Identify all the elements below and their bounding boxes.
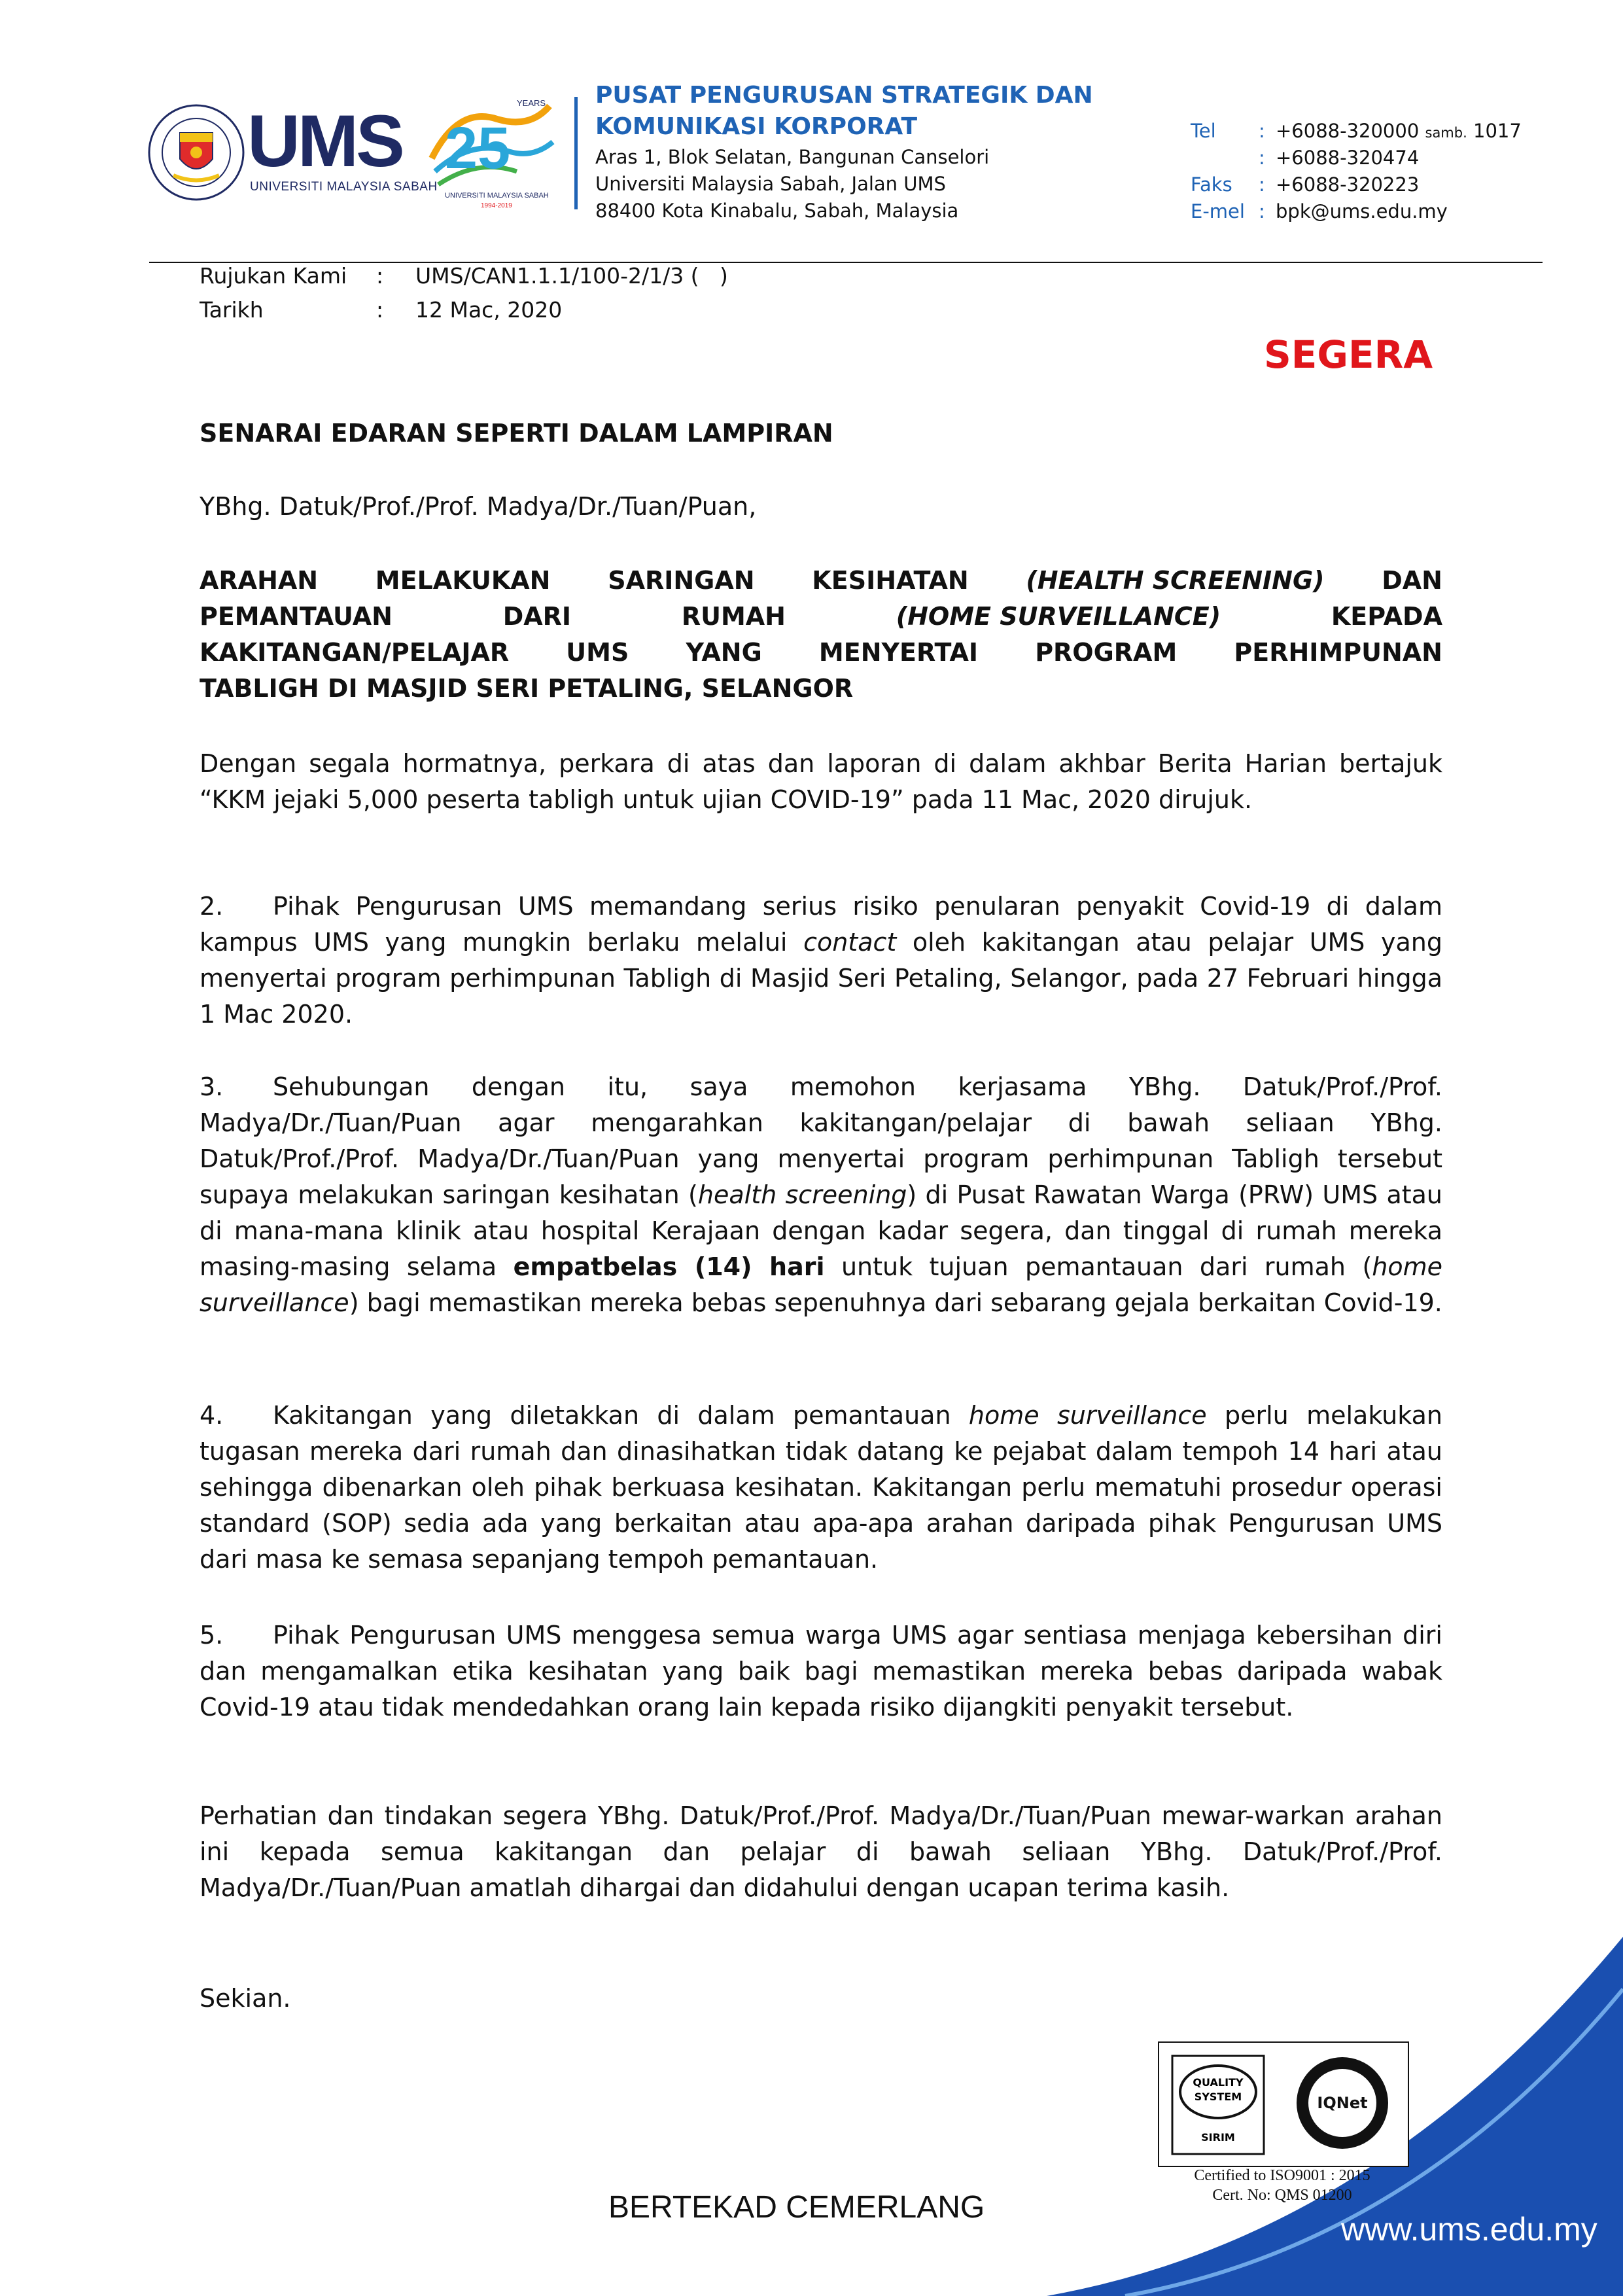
certification-line-1: Certified to ISO9001 : 2015 (1194, 2167, 1370, 2184)
salutation: YBhg. Datuk/Prof./Prof. Madya/Dr./Tuan/Puan, (200, 492, 757, 521)
anniversary-25-logo-icon (419, 80, 559, 221)
certification-logos (1158, 2041, 1409, 2167)
fax-separator: : (1259, 173, 1265, 196)
iqnet-logo-icon: IQNet (1317, 2094, 1368, 2112)
date-row (200, 293, 985, 327)
contact-fax-row (1191, 171, 1522, 198)
website-link[interactable]: www.ums.edu.my (1341, 2211, 1597, 2248)
contact-details (1191, 118, 1522, 225)
anniversary-years: 1994-2019 (481, 202, 512, 209)
organization-name (595, 80, 1184, 143)
date-label: Tarikh (200, 297, 264, 323)
email-separator: : (1259, 200, 1265, 222)
paragraph-number: 5. (200, 1621, 224, 1650)
tel-ext-label: samb. (1425, 125, 1467, 141)
university-crest-icon (147, 103, 245, 202)
email-label: E-mel (1191, 200, 1245, 222)
address-line-3: 88400 Kota Kinabalu, Sabah, Malaysia (595, 200, 959, 222)
svg-text:QUALITY: QUALITY (1193, 2076, 1244, 2089)
reference-value: UMS/CAN1.1.1/100-2/1/3 ( ) (415, 263, 728, 289)
subject-line-1: ARAHAN MELAKUKAN SARINGAN KESIHATAN (HEALTH SCREENING) DAN (200, 566, 1442, 595)
organization-name-line2: KOMUNIKASI KORPORAT (595, 113, 918, 140)
fax-label: Faks (1191, 173, 1232, 196)
motto: BERTEKAD CEMERLANG (608, 2190, 985, 2225)
date-value: 12 Mac, 2020 (415, 297, 563, 323)
paragraph-number: 3. (200, 1072, 224, 1101)
organization-name-line1: PUSAT PENGURUSAN STRATEGIK DAN (595, 82, 1093, 109)
email-value[interactable]: bpk@ums.edu.my (1276, 200, 1448, 222)
organization-address (595, 144, 989, 224)
svg-text:SYSTEM: SYSTEM (1194, 2091, 1242, 2103)
paragraph-2: 2. Pihak Pengurusan UMS memandang serius risiko penularan penyakit Covid-19 di dalam kampus UMS yang mungkin berlaku melalui contact oleh kakitangan atau pelajar UMS yang menyertai program perhimpunan Tabligh di Masjid Seri Petaling, Selangor, pada 27 Februari hingga 1 Mac 2020. (200, 889, 1442, 1033)
certification-line-2: Cert. No: QMS 01200 (1212, 2187, 1352, 2204)
paragraph-5: 5. Pihak Pengurusan UMS menggesa semua warga UMS agar sentiasa menjaga kebersihan diri dan mengamalkan etika kesihatan yang baik bagi memastikan mereka bebas daripada wabak Covid-19 atau tidak mendedahkan orang lain kepada risiko dijangkiti penyakit tersebut. (200, 1617, 1442, 1725)
ums-wordmark: UMS (247, 100, 402, 182)
contact-email-row (1191, 198, 1522, 225)
tel-label: Tel (1191, 120, 1216, 142)
ums-wordmark-subtitle: UNIVERSITI MALAYSIA SABAH (250, 180, 438, 194)
subject-line-2: PEMANTAUAN DARI RUMAH (HOME SURVEILLANCE) KEPADA (200, 602, 1442, 631)
svg-text:SIRIM: SIRIM (1201, 2131, 1235, 2144)
contact-tel2-row (1191, 145, 1522, 171)
reference-row (200, 259, 985, 293)
paragraph-intro: Dengan segala hormatnya, perkara di atas dan laporan di dalam akhbar Berita Harian bertajuk “KKM jejaki 5,000 peserta tabligh untuk ujian COVID-19” pada 11 Mac, 2020 dirujuk. (200, 749, 1442, 814)
certification-text (1158, 2166, 1406, 2205)
paragraph-closing: Perhatian dan tindakan segera YBhg. Datuk/Prof./Prof. Madya/Dr./Tuan/Puan mewar-warkan arahan ini kepada semua kakitangan dan pelajar di bawah seliaan YBhg. Datuk/Prof./Prof. Madya/Dr./Tuan/Puan amatlah dihargai dan didahului dengan ucapan terima kasih. (200, 1801, 1442, 1902)
paragraph-number: 2. (200, 892, 224, 921)
fax-value: +6088-320223 (1276, 173, 1420, 196)
subject-line-4: TABLIGH DI MASJID SERI PETALING, SELANGOR (200, 674, 854, 703)
paragraph-3: 3. Sehubungan dengan itu, saya memohon kerjasama YBhg. Datuk/Prof./Prof. Madya/Dr./Tuan/Puan agar mengarahkan kakitangan/pelajar di bawah seliaan YBhg. Datuk/Prof./Prof. Madya/Dr./Tuan/Puan yang menyertai program perhimpunan Tabligh tersebut supaya melakukan saringan kesihatan (health screening) di Pusat Rawatan Warga (PRW) UMS atau di mana-mana klinik atau hospital Kerajaan dengan kadar segera, dan tinggal di rumah mereka masing-masing selama empatbelas (14) hari untuk tujuan pemantauan dari rumah (home surveillance) bagi memastikan mereka bebas sepenuhnya dari sebarang gejala berkaitan Covid-19. (200, 1069, 1442, 1321)
paragraph-4: 4. Kakitangan yang diletakkan di dalam pemantauan home surveillance perlu melakukan tugasan mereka dari rumah dan dinasihatkan tidak datang ke pejabat dalam tempoh 14 hari atau sehingga dibenarkan oleh pihak berkuasa kesihatan. Kakitangan perlu mematuhi prosedur operasi standard (SOP) sedia ada yang berkaitan atau apa-apa arahan daripada pihak Pengurusan UMS dari masa ke semasa sepanjang tempoh pemantauan. (200, 1398, 1442, 1578)
subject-line-3: KAKITANGAN/PELAJAR UMS YANG MENYERTAI PROGRAM PERHIMPUNAN (200, 638, 1442, 667)
paragraph-number: 4. (200, 1401, 224, 1430)
contact-tel-row (1191, 118, 1522, 145)
date-colon: : (376, 297, 384, 323)
header-divider (574, 97, 578, 209)
tel-ext-number: 1017 (1473, 120, 1522, 142)
tel-value: +6088-320000 (1276, 120, 1420, 142)
address-line-1: Aras 1, Blok Selatan, Bangunan Canselori (595, 146, 990, 168)
recipient-line: SENARAI EDARAN SEPERTI DALAM LAMPIRAN (200, 419, 833, 448)
tel-separator: : (1259, 120, 1265, 142)
reference-label: Rujukan Kami (200, 263, 347, 289)
urgent-label: SEGERA (1264, 332, 1433, 377)
anniversary-number: 25 (445, 116, 511, 181)
quality-system-logo-icon (1159, 2043, 1408, 2166)
anniversary-caption: YEARS (517, 98, 546, 108)
signoff: Sekian. (200, 1984, 291, 2013)
address-line-2: Universiti Malaysia Sabah, Jalan UMS (595, 173, 946, 195)
tel2-separator: : (1259, 147, 1265, 169)
tel2-value: +6088-320474 (1276, 147, 1420, 169)
reference-colon: : (376, 263, 384, 289)
anniversary-tagline: UNIVERSITI MALAYSIA SABAH (445, 192, 549, 200)
letter-subject (200, 563, 1442, 707)
